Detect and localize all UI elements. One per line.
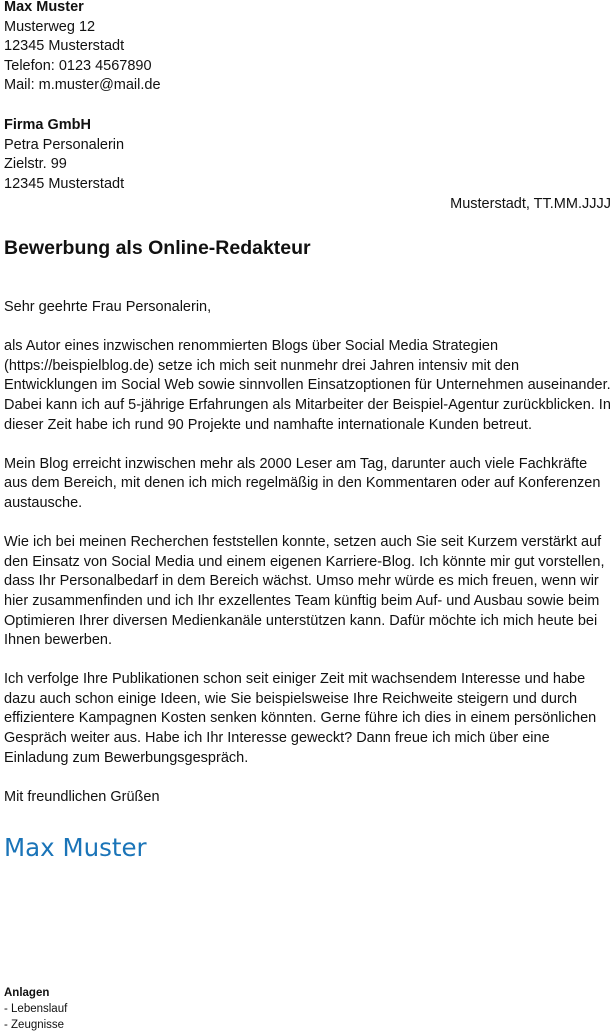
sender-street: Musterweg 12 — [4, 18, 96, 35]
body-paragraph: Ich verfolge Ihre Publikationen schon seit einiger Zeit mit wachsendem Interesse und habe dazu auch schon einige Ideen, wie Sie beispielsweise Ihre Reichweite steigern und durch effizientere Kampagnen Kosten senken könnten. Gerne führe ich dies in einem persönlichen Gespräch weiter aus. Habe ich Ihr Interesse geweckt? Dann freue ich mich über eine Einladung zum Bewerbungsgespräch. — [4, 671, 597, 766]
recipient-company: Firma GmbH — [4, 117, 92, 133]
recipient-address-block — [4, 116, 124, 194]
salutation: Sehr geehrte Frau Personalerin, — [4, 299, 212, 315]
body-paragraph: Wie ich bei meinen Recherchen feststellen konnte, setzen auch Sie seit Kurzem verstärkt auf den Einsatz von Social Media und einem eigenen Karriere-Blog. Ich könnte mir gut vorstellen, dass Ihr Personalbedarf in dem Bereich wächst. Umso mehr würde es mich freuen, wenn wir hier zusammenfinden und ich Ihr exzellentes Team künftig beim Auf- und Ausbau sowie beim Optimieren Ihrer diversen Medienkanäle unterstützen kann. Dafür möchte ich mich heute bei Ihnen bewerben. — [4, 534, 605, 649]
letter-date: Musterstadt, TT.MM.JJJJ — [450, 196, 611, 212]
recipient-contact: Petra Personalerin — [4, 136, 125, 153]
recipient-street: Zielstr. 99 — [4, 156, 67, 173]
sender-address-block — [4, 0, 161, 96]
body-paragraph: als Autor eines inzwischen renommierten Blogs über Social Media Strategien (https://beispielblog.de) setze ich mich seit nunmehr drei Jahren intensiv mit den Entwicklungen im Social Web sowie sinnvollen Einsatzoptionen für Unternehmen auseinander. Dabei kann ich auf 5-jährige Erfahrungen als Mitarbeiter der Beispiel-Agentur zurückblicken. In dieser Zeit habe ich rund 90 Projekte und namhafte internationale Kunden betreut. — [4, 338, 611, 433]
attachments-heading: Anlagen — [4, 987, 50, 999]
closing-phrase: Mit freundlichen Grüßen — [4, 788, 160, 805]
recipient-city: 12345 Musterstadt — [4, 175, 125, 192]
sender-phone: Telefon: 0123 4567890 — [4, 57, 152, 74]
sender-city: 12345 Musterstadt — [4, 38, 125, 55]
sender-name: Max Muster — [4, 0, 84, 15]
attachment-item: - Lebenslauf — [4, 1003, 68, 1015]
attachment-item: - Zeugnisse — [4, 1019, 65, 1031]
letter-subject: Bewerbung als Online-Redakteur — [4, 237, 311, 259]
attachments-block — [4, 985, 67, 1033]
body-paragraph: Mein Blog erreicht inzwischen mehr als 2000 Leser am Tag, darunter auch viele Fachkräfte aus dem Bereich, mit denen ich mich regelmäßig in den Kommentaren oder auf Konferenzen austausche. — [4, 455, 601, 511]
signature: Max Muster — [4, 833, 147, 862]
sender-mail: Mail: m.muster@mail.de — [4, 77, 161, 94]
letter-body — [4, 298, 611, 807]
